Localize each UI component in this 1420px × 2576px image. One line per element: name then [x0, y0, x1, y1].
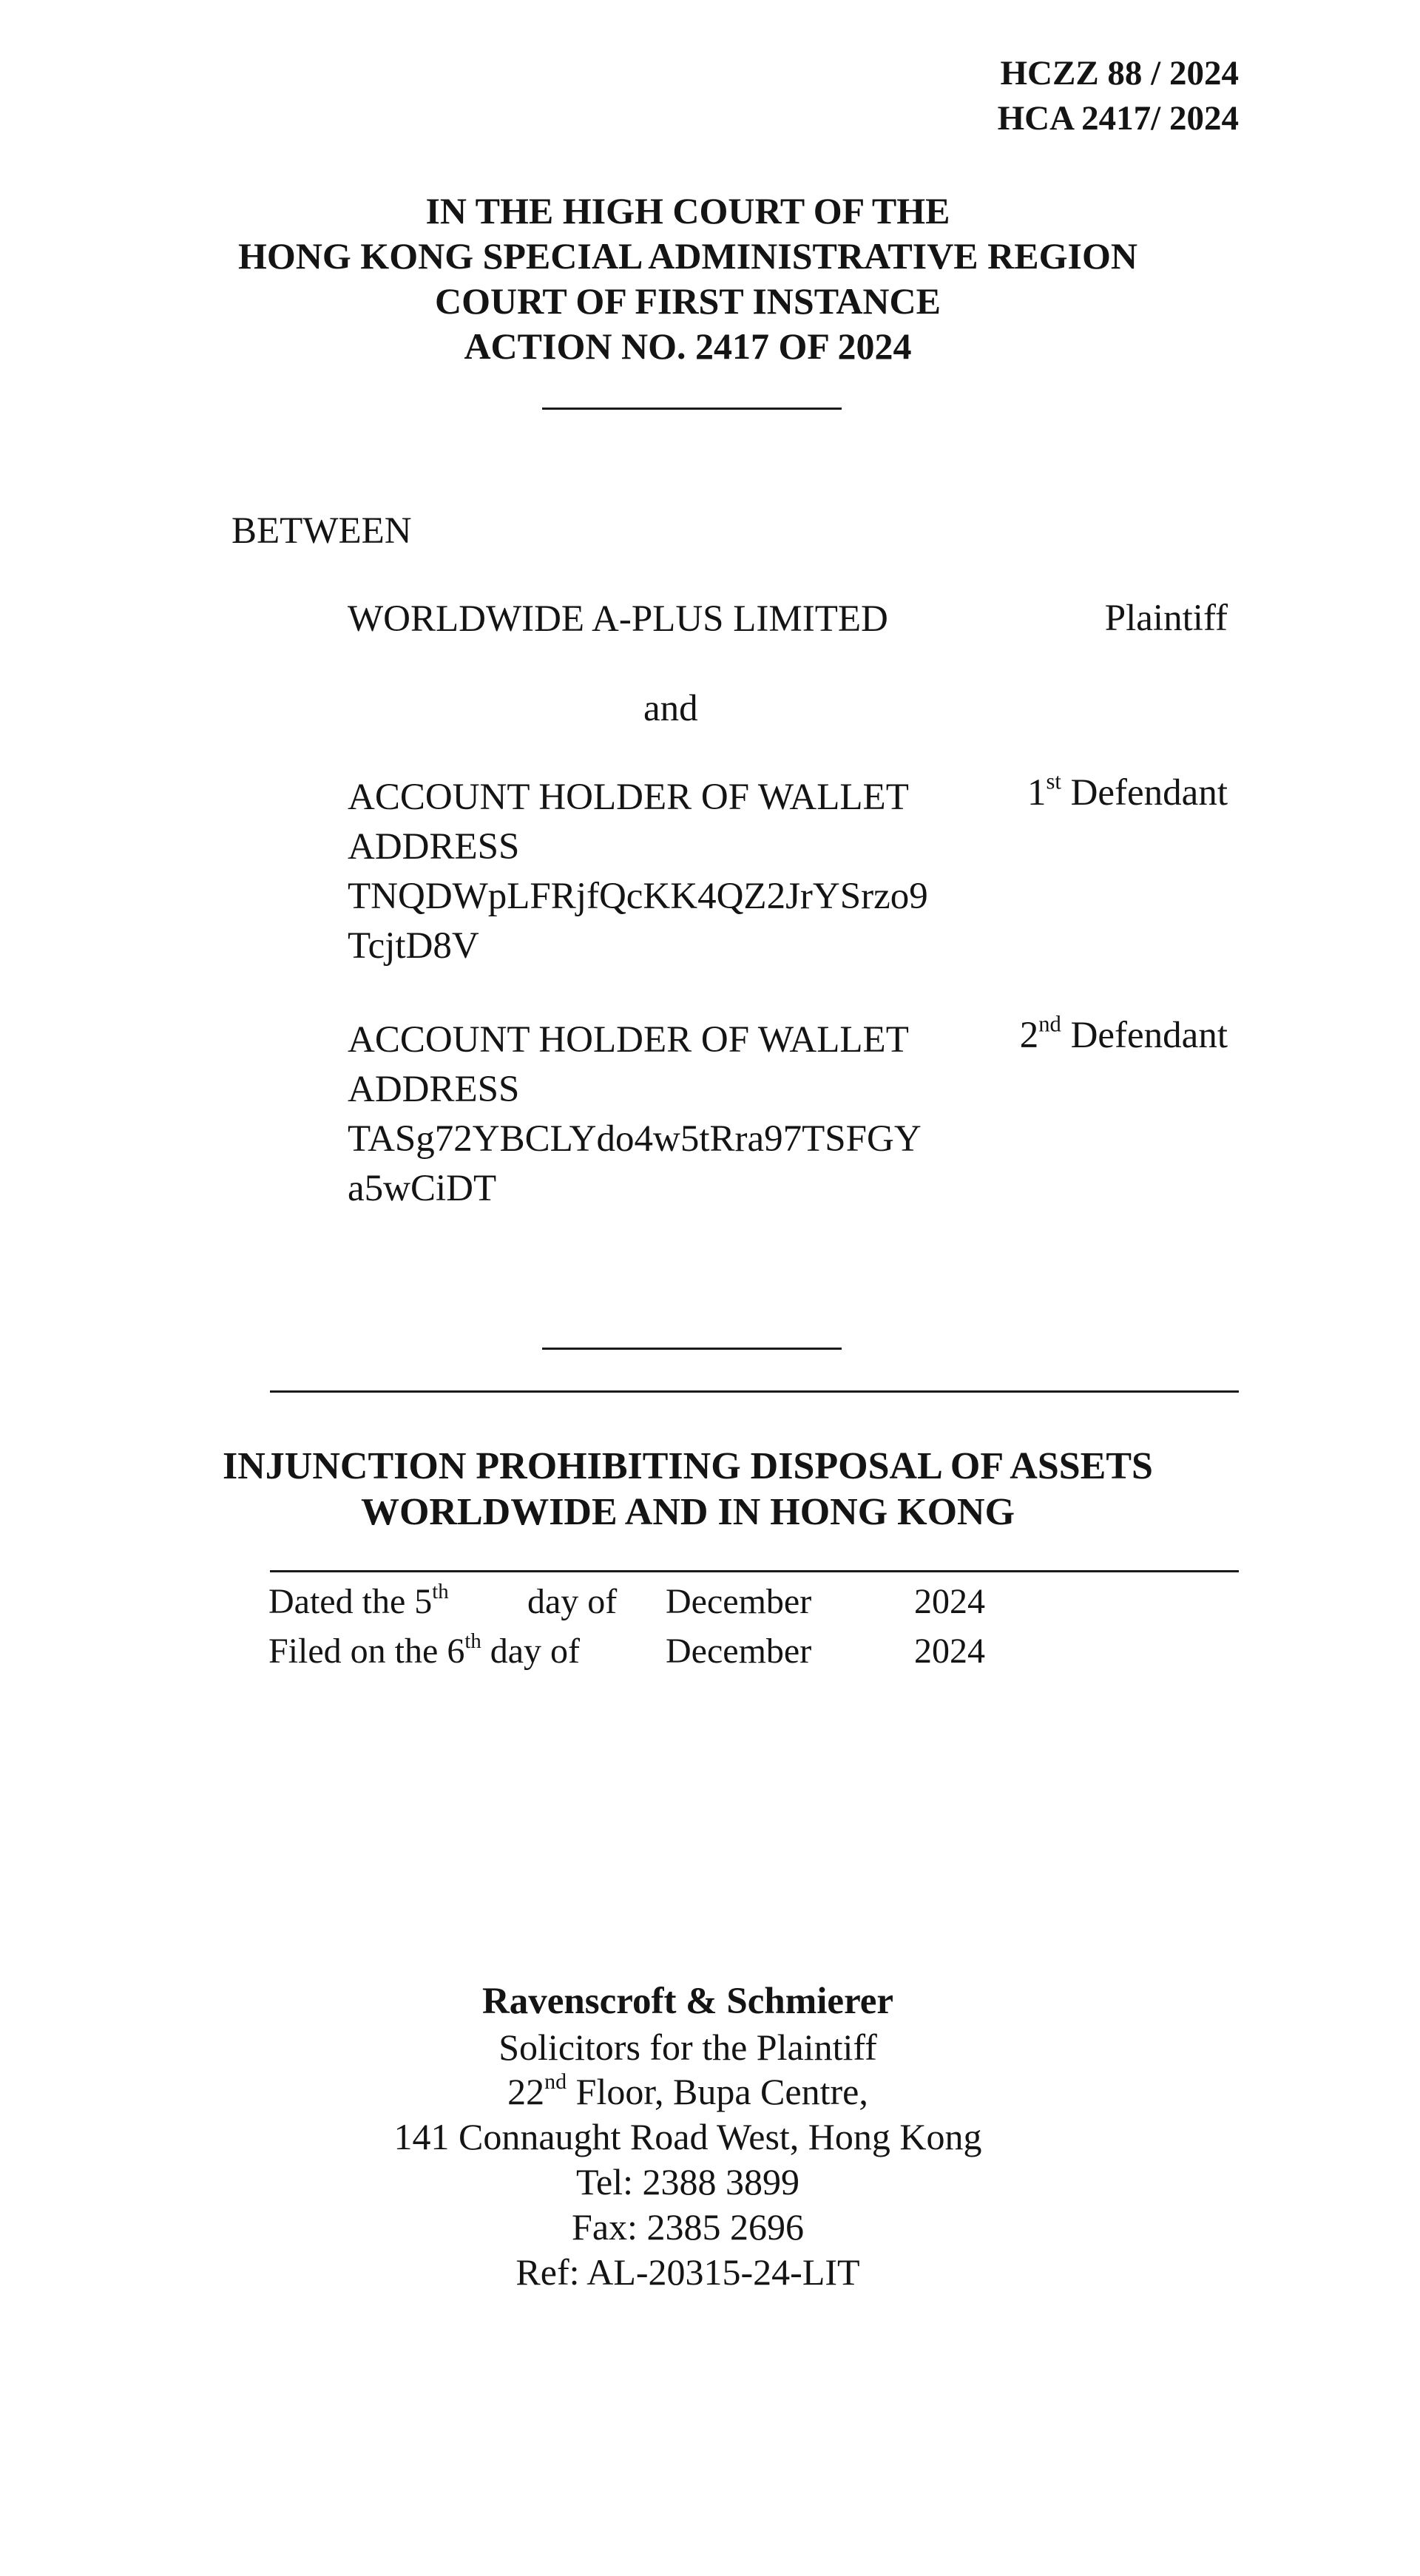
defendant-2-wallet-address-cont: a5wCiDT: [348, 1168, 497, 1209]
court-heading-line3: COURT OF FIRST INSTANCE: [434, 280, 941, 322]
case-ref-hczz: HCZZ 88 / 2024: [1000, 54, 1239, 92]
case-ref-hca: HCA 2417/ 2024: [997, 99, 1239, 138]
dated-dayof: day of: [527, 1582, 618, 1621]
plaintiff-role: Plaintiff: [1104, 598, 1228, 639]
between-label: BETWEEN: [231, 510, 412, 552]
dated-line: Dated the 5th: [268, 1579, 449, 1621]
defendant-2-description: [348, 1015, 922, 1214]
defendant-1-wallet-address: TNQDWpLFRjfQcKK4QZ2JrYSrzo9: [348, 876, 928, 917]
plaintiff-name: WORLDWIDE A-PLUS LIMITED: [348, 598, 888, 640]
filed-line: Filed on the 6th day of: [268, 1629, 581, 1671]
filed-year: 2024: [914, 1632, 985, 1671]
dated-month: December: [666, 1582, 812, 1621]
solicitor-fax: Fax: 2385 2696: [572, 2206, 804, 2248]
defendant-2-line: ADDRESS: [348, 1069, 520, 1110]
title-bottom-rule: [270, 1570, 1239, 1572]
dated-year: 2024: [914, 1582, 985, 1621]
defendant-2-line: ACCOUNT HOLDER OF WALLET: [348, 1019, 909, 1061]
solicitor-tel: Tel: 2388 3899: [575, 2161, 800, 2203]
heading-divider: [542, 408, 842, 410]
defendant-2-wallet-address: TASg72YBCLYdo4w5tRra97TSFGY: [348, 1118, 922, 1160]
and-label: and: [643, 688, 698, 729]
solicitor-address: 141 Connaught Road West, Hong Kong: [393, 2116, 982, 2157]
defendant-1-wallet-address-cont: TcjtD8V: [348, 925, 479, 967]
solicitor-floor: 22nd Floor, Bupa Centre,: [507, 2069, 868, 2112]
title-top-rule: [270, 1390, 1239, 1393]
solicitor-role: Solicitors for the Plaintiff: [498, 2026, 877, 2068]
solicitor-ref: Ref: AL-20315-24-LIT: [515, 2251, 860, 2293]
court-heading-line1: IN THE HIGH COURT OF THE: [425, 190, 950, 231]
solicitor-firm-name: Ravenscroft & Schmierer: [481, 1981, 894, 2022]
defendant-1-line: ACCOUNT HOLDER OF WALLET: [348, 777, 909, 818]
defendant-2-role: 2nd Defendant: [1019, 1011, 1228, 1056]
document-title-line2: WORLDWIDE AND IN HONG KONG: [360, 1491, 1015, 1533]
defendant-1-line: ADDRESS: [348, 826, 520, 868]
parties-divider: [542, 1348, 842, 1350]
court-heading-line4: ACTION NO. 2417 OF 2024: [464, 325, 912, 367]
court-heading-line2: HONG KONG SPECIAL ADMINISTRATIVE REGION: [238, 235, 1137, 277]
defendant-1-description: [348, 773, 928, 971]
defendant-1-role: 1st Defendant: [1027, 768, 1228, 814]
document-title-line1: INJUNCTION PROHIBITING DISPOSAL OF ASSETS: [223, 1445, 1153, 1487]
filed-month: December: [666, 1632, 812, 1671]
